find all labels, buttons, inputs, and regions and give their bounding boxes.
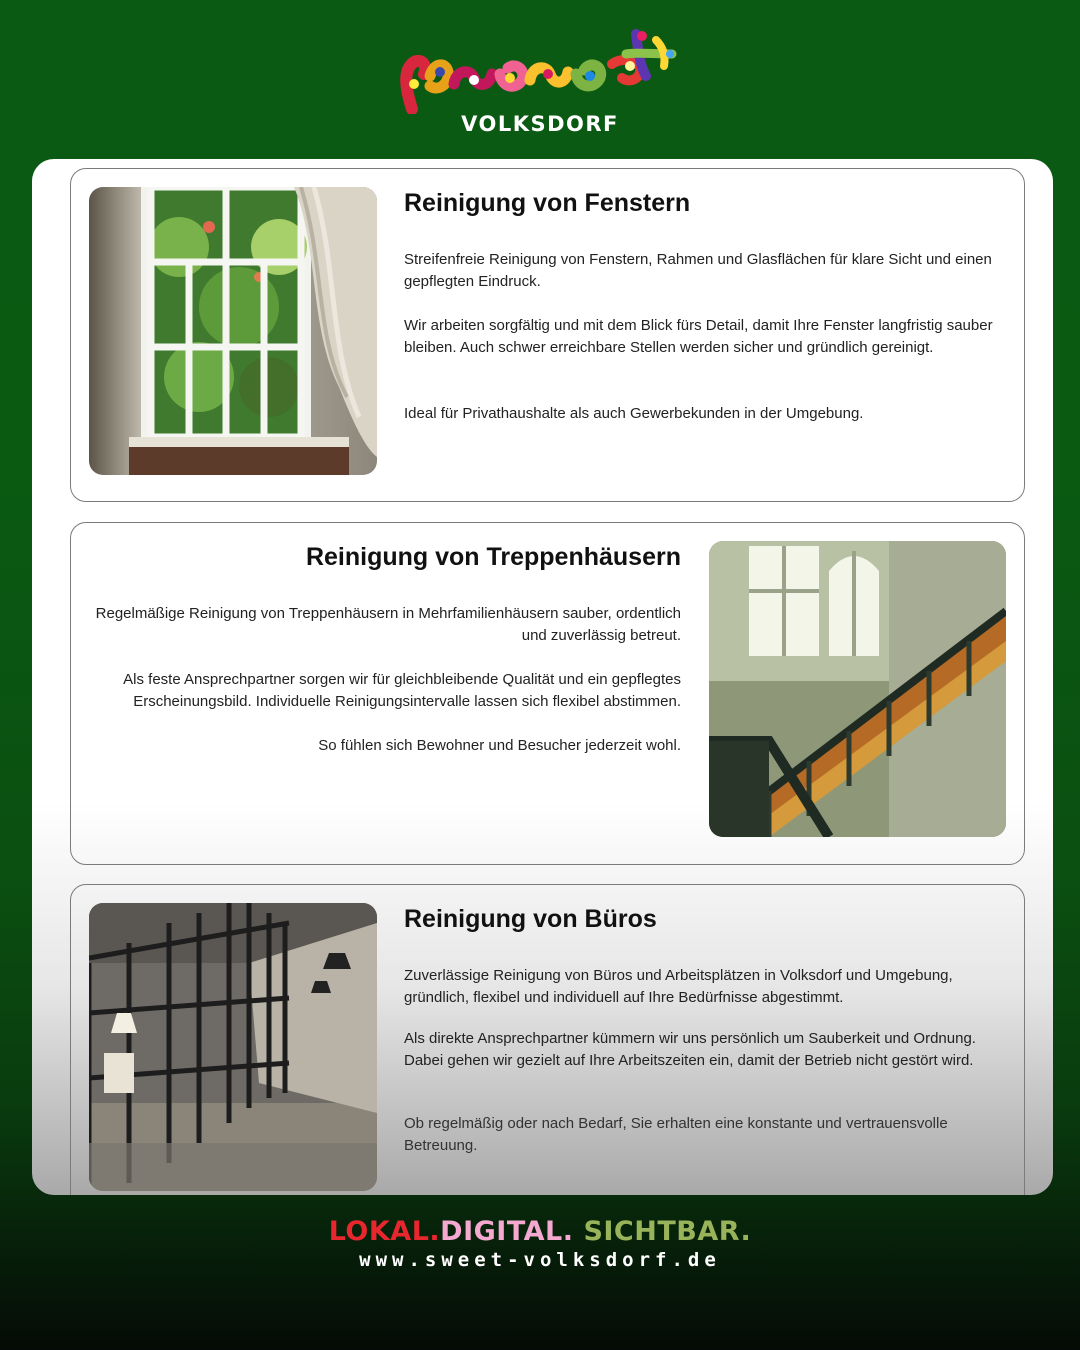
service-paragraph: Streifenfreie Reinigung von Fenstern, Rahmen und Glasflächen für klare Sicht und einen gepflegten Eindruck. [404,251,992,290]
footer-slogan [0,1216,1080,1247]
service-card-windows [70,168,1025,502]
service-paragraph: Regelmäßige Reinigung von Treppenhäusern in Mehrfamilienhäusern sauber, ordentlich und zuverlässig betreut. [95,605,681,644]
slogan-sichtbar: SICHTBAR. [583,1216,752,1247]
service-card-offices [70,884,1025,1195]
flower-script-logo-icon [390,14,690,114]
slogan-digital: DIGITAL. [440,1216,574,1247]
service-paragraph: Als direkte Ansprechpartner kümmern wir uns persönlich um Sauberkeit und Ordnung. Dabei gehen wir gezielt auf Ihre Arbeitszeiten ein, damit der Betrieb nicht gestört wird. [404,1030,976,1069]
staircase-photo-icon [709,541,1006,837]
window-photo-icon [89,187,377,475]
service-title: Reinigung von Treppenhäusern [305,543,681,571]
service-paragraph: Als feste Ansprechpartner sorgen wir für gleichbleibende Qualität und ein gepflegtes Erscheinungsbild. Individuelle Reinigungsintervalle lassen sich flexibel abstimmen. [123,671,681,710]
service-paragraph: So fühlen sich Bewohner und Besucher jederzeit wohl. [318,737,681,754]
website-url[interactable]: www.sweet-volksdorf.de [359,1249,721,1271]
service-paragraph: Wir arbeiten sorgfältig und mit dem Blick fürs Detail, damit Ihre Fenster langfristig sauber bleiben. Auch schwer erreichbare Stellen werden sicher und gründlich gereinigt. [404,317,993,356]
service-card-stairwells [70,522,1025,865]
brand-logo[interactable] [390,14,690,142]
service-title: Reinigung von Fenstern [404,189,691,217]
service-paragraph: Ideal für Privathaushalte als auch Gewerbekunden in der Umgebung. [404,405,864,422]
services-panel [32,159,1053,1195]
service-paragraph: Zuverlässige Reinigung von Büros und Arbeitsplätzen in Volksdorf und Umgebung, gründlich, flexibel und individuell auf Ihre Bedürfnisse abgestimmt. [404,967,953,1006]
logo-text: VOLKSDORF [461,112,619,136]
slogan-lokal: LOKAL. [328,1216,441,1247]
service-paragraph: Ob regelmäßig oder nach Bedarf, Sie erhalten eine konstante und vertrauensvolle Betreuung. [404,1115,948,1154]
service-title: Reinigung von Büros [404,905,657,933]
office-photo-icon [89,903,377,1191]
